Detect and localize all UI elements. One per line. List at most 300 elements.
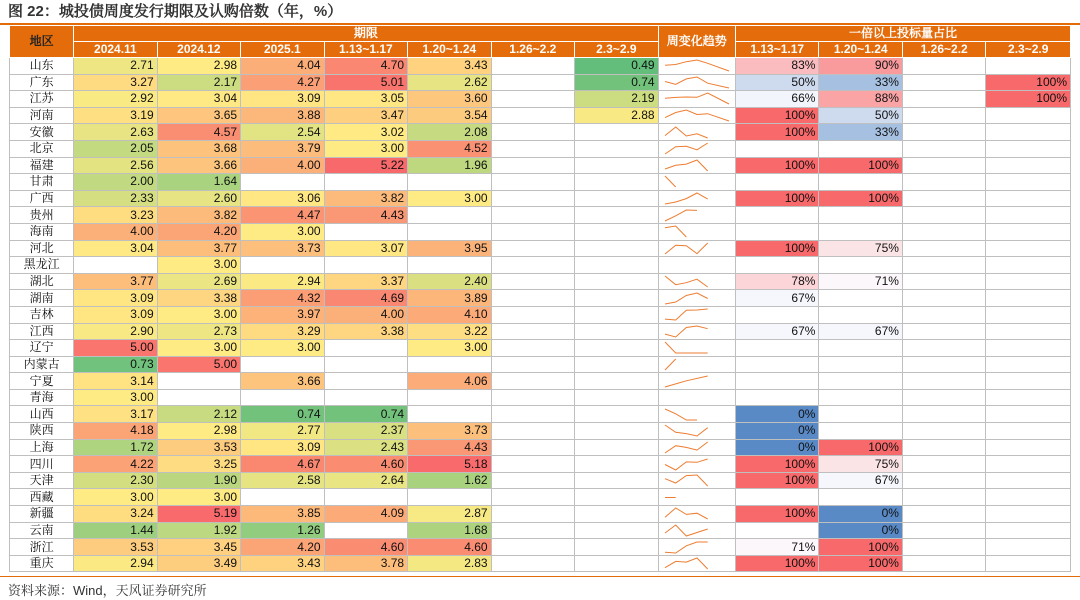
term-cell [491, 107, 574, 124]
region-cell: 重庆 [10, 555, 74, 572]
ratio-cell [986, 506, 1071, 523]
trend-line [665, 558, 708, 569]
ratio-cell [986, 306, 1071, 323]
ratio-cell: 0% [735, 423, 818, 440]
table-row [10, 223, 1071, 240]
trend-line [665, 293, 708, 304]
trend-line [665, 160, 708, 171]
trend-sparkline [658, 489, 735, 506]
term-cell [491, 323, 574, 340]
term-cell: 4.18 [74, 423, 157, 440]
table-row [10, 174, 1071, 191]
term-cell: 2.56 [74, 157, 157, 174]
term-cell: 3.77 [157, 240, 240, 257]
term-cell: 3.29 [241, 323, 324, 340]
ratio-cell [819, 389, 902, 406]
trend-sparkline [658, 439, 735, 456]
term-cell: 0.74 [241, 406, 324, 423]
table-container [9, 25, 1071, 572]
trend-line [665, 459, 708, 470]
term-cell [157, 373, 240, 390]
ratio-cell [902, 472, 985, 489]
term-cell [157, 389, 240, 406]
table-row [10, 323, 1071, 340]
trend-sparkline [658, 340, 735, 357]
ratio-cell [819, 423, 902, 440]
ratio-cell [986, 58, 1071, 75]
term-cell: 2.69 [157, 273, 240, 290]
term-cell: 2.64 [324, 472, 407, 489]
term-cell: 2.90 [74, 323, 157, 340]
ratio-cell [986, 174, 1071, 191]
ratio-cell [902, 140, 985, 157]
term-cell [491, 406, 574, 423]
ratio-cell [819, 340, 902, 357]
ratio-cell: 100% [735, 190, 818, 207]
table-row [10, 489, 1071, 506]
term-cell [491, 423, 574, 440]
term-cell: 3.37 [324, 273, 407, 290]
trend-sparkline [658, 124, 735, 141]
table-row [10, 140, 1071, 157]
trend-line [665, 342, 708, 353]
trend-line [665, 326, 708, 337]
term-cell: 3.23 [74, 207, 157, 224]
term-col-header: 2025.1 [241, 42, 324, 58]
term-cell [491, 340, 574, 357]
term-cell: 5.01 [324, 74, 407, 91]
term-cell [575, 506, 659, 523]
term-cell: 4.60 [408, 539, 491, 556]
ratio-cell [902, 406, 985, 423]
term-cell [491, 124, 574, 141]
term-cell [491, 472, 574, 489]
term-cell [575, 257, 659, 274]
term-cell [575, 423, 659, 440]
ratio-cell: 100% [735, 157, 818, 174]
ratio-cell [986, 423, 1071, 440]
trend-line [665, 226, 686, 237]
term-cell [408, 406, 491, 423]
trend-sparkline [658, 207, 735, 224]
trend-sparkline [658, 91, 735, 108]
term-cell [575, 124, 659, 141]
ratio-cell [986, 340, 1071, 357]
region-cell: 甘肃 [10, 174, 74, 191]
term-cell: 3.04 [74, 240, 157, 257]
term-cell: 3.66 [241, 373, 324, 390]
ratio-cell [986, 223, 1071, 240]
term-cell: 3.85 [241, 506, 324, 523]
trend-line [665, 143, 708, 154]
trend-line [665, 77, 729, 88]
ratio-cell [819, 406, 902, 423]
header-row-group [10, 26, 1071, 42]
term-cell: 4.22 [74, 456, 157, 473]
term-cell: 0.49 [575, 58, 659, 75]
table-row [10, 539, 1071, 556]
ratio-cell: 100% [735, 107, 818, 124]
term-cell [491, 174, 574, 191]
term-cell [575, 190, 659, 207]
ratio-cell [986, 207, 1071, 224]
ratio-cell [819, 257, 902, 274]
ratio-cell: 100% [819, 157, 902, 174]
ratio-cell [735, 257, 818, 274]
term-cell [241, 174, 324, 191]
term-cell: 4.00 [241, 157, 324, 174]
ratio-cell [735, 489, 818, 506]
term-cell: 2.98 [157, 58, 240, 75]
term-cell: 2.62 [408, 74, 491, 91]
ratio-cell [819, 223, 902, 240]
term-cell [575, 389, 659, 406]
table-row [10, 207, 1071, 224]
term-cell: 0.74 [575, 74, 659, 91]
ratio-cell: 100% [735, 506, 818, 523]
ratio-cell: 67% [735, 290, 818, 307]
ratio-cell: 100% [986, 91, 1071, 108]
region-cell: 北京 [10, 140, 74, 157]
ratio-cell [819, 373, 902, 390]
term-cell: 4.32 [241, 290, 324, 307]
ratio-cell: 90% [819, 58, 902, 75]
ratio-cell [986, 406, 1071, 423]
trend-line [665, 93, 729, 104]
term-cell: 3.88 [241, 107, 324, 124]
term-cell [408, 356, 491, 373]
term-cell: 2.60 [157, 190, 240, 207]
ratio-cell [902, 157, 985, 174]
trend-line [665, 276, 708, 287]
ratio-cell: 75% [819, 240, 902, 257]
ratio-cell [735, 174, 818, 191]
term-cell [491, 306, 574, 323]
term-cell: 3.09 [74, 290, 157, 307]
ratio-cell: 33% [819, 124, 902, 141]
region-cell: 新疆 [10, 506, 74, 523]
term-cell [575, 439, 659, 456]
term-cell: 1.62 [408, 472, 491, 489]
ratio-cell [902, 356, 985, 373]
region-cell: 青海 [10, 389, 74, 406]
trend-sparkline [658, 423, 735, 440]
term-cell: 3.89 [408, 290, 491, 307]
ratio-cell: 100% [735, 124, 818, 141]
ratio-cell [902, 124, 985, 141]
term-cell: 3.66 [157, 157, 240, 174]
trend-line [665, 243, 708, 254]
trend-line [665, 425, 708, 436]
region-cell: 广西 [10, 190, 74, 207]
term-cell: 3.43 [408, 58, 491, 75]
ratio-cell: 0% [819, 522, 902, 539]
table-row [10, 91, 1071, 108]
term-cell [575, 223, 659, 240]
ratio-cell [902, 456, 985, 473]
trend-line [665, 525, 708, 536]
trend-sparkline [658, 406, 735, 423]
term-cell [491, 58, 574, 75]
term-cell [575, 489, 659, 506]
ratio-cell: 67% [819, 323, 902, 340]
ratio-cell [902, 223, 985, 240]
ratio-cell [986, 107, 1071, 124]
region-cell: 福建 [10, 157, 74, 174]
term-cell: 2.71 [74, 58, 157, 75]
ratio-cell [819, 207, 902, 224]
ratio-cell [735, 522, 818, 539]
term-cell: 2.77 [241, 423, 324, 440]
region-cell: 山西 [10, 406, 74, 423]
term-cell: 3.04 [157, 91, 240, 108]
term-cell: 4.20 [157, 223, 240, 240]
term-cell: 3.00 [408, 190, 491, 207]
term-cell: 1.96 [408, 157, 491, 174]
trend-sparkline [658, 240, 735, 257]
region-cell: 广东 [10, 74, 74, 91]
term-cell [324, 489, 407, 506]
term-cell [324, 257, 407, 274]
term-cell: 2.54 [241, 124, 324, 141]
term-cell [408, 389, 491, 406]
term-cell: 4.67 [241, 456, 324, 473]
term-cell: 3.54 [408, 107, 491, 124]
trend-sparkline [658, 190, 735, 207]
term-cell: 2.19 [575, 91, 659, 108]
term-cell: 4.04 [241, 58, 324, 75]
ratio-cell: 0% [819, 506, 902, 523]
ratio-cell: 67% [735, 323, 818, 340]
term-cell [575, 555, 659, 572]
ratio-cell [735, 389, 818, 406]
trend-line [665, 409, 697, 420]
ratio-cell [902, 74, 985, 91]
region-cell: 上海 [10, 439, 74, 456]
ratio-cell [986, 240, 1071, 257]
ratio-cell: 100% [819, 439, 902, 456]
term-cell [575, 356, 659, 373]
trend-line [665, 193, 708, 204]
table-row [10, 190, 1071, 207]
region-cell: 辽宁 [10, 340, 74, 357]
ratio-cell [902, 207, 985, 224]
term-cell: 3.25 [157, 456, 240, 473]
ratio-cell [986, 522, 1071, 539]
term-cell [324, 522, 407, 539]
ratio-cell: 100% [819, 555, 902, 572]
term-cell: 3.45 [157, 539, 240, 556]
region-cell: 云南 [10, 522, 74, 539]
term-cell: 4.09 [324, 506, 407, 523]
ratio-cell [902, 539, 985, 556]
term-cell: 3.78 [324, 555, 407, 572]
term-cell [241, 257, 324, 274]
term-cell: 3.68 [157, 140, 240, 157]
term-cell: 2.83 [408, 555, 491, 572]
ratio-cell: 78% [735, 273, 818, 290]
term-cell: 2.63 [74, 124, 157, 141]
term-cell: 3.79 [241, 140, 324, 157]
term-cell: 3.07 [324, 240, 407, 257]
term-cell: 4.60 [324, 456, 407, 473]
term-cell: 2.40 [408, 273, 491, 290]
term-cell [408, 257, 491, 274]
ratio-col-header: 1.26~2.2 [902, 42, 985, 58]
term-cell: 3.06 [241, 190, 324, 207]
table-row [10, 522, 1071, 539]
ratio-cell [819, 140, 902, 157]
term-cell: 2.17 [157, 74, 240, 91]
table-row [10, 124, 1071, 141]
term-cell: 3.00 [241, 340, 324, 357]
ratio-cell [819, 489, 902, 506]
term-cell [491, 190, 574, 207]
trend-sparkline [658, 223, 735, 240]
ratio-cell [902, 340, 985, 357]
term-cell [575, 140, 659, 157]
region-cell: 江西 [10, 323, 74, 340]
term-cell [491, 489, 574, 506]
term-col-header: 1.26~2.2 [491, 42, 574, 58]
term-cell: 4.00 [324, 306, 407, 323]
term-cell: 3.17 [74, 406, 157, 423]
term-cell: 4.60 [324, 539, 407, 556]
ratio-cell: 66% [735, 91, 818, 108]
trend-line [665, 110, 729, 121]
term-cell: 3.43 [241, 555, 324, 572]
ratio-cell [735, 207, 818, 224]
trend-sparkline [658, 539, 735, 556]
term-cell [491, 273, 574, 290]
ratio-cell [902, 306, 985, 323]
trend-sparkline [658, 323, 735, 340]
ratio-cell [986, 190, 1071, 207]
term-cell [491, 356, 574, 373]
ratio-cell: 88% [819, 91, 902, 108]
ratio-col-header: 1.13~1.17 [735, 42, 818, 58]
region-cell: 湖南 [10, 290, 74, 307]
trend-line [665, 176, 676, 187]
ratio-cell [902, 190, 985, 207]
term-cell: 2.33 [74, 190, 157, 207]
term-cell: 4.00 [74, 223, 157, 240]
table-body [10, 58, 1071, 572]
term-cell: 2.00 [74, 174, 157, 191]
term-cell: 3.00 [157, 489, 240, 506]
ratio-cell [819, 290, 902, 307]
term-cell [575, 240, 659, 257]
term-cell: 4.10 [408, 306, 491, 323]
region-cell: 陕西 [10, 423, 74, 440]
region-cell: 内蒙古 [10, 356, 74, 373]
trend-line [665, 359, 676, 370]
ratio-cell [902, 91, 985, 108]
trend-sparkline [658, 472, 735, 489]
term-cell: 4.20 [241, 539, 324, 556]
ratio-cell [986, 472, 1071, 489]
term-cell [491, 506, 574, 523]
ratio-cell [735, 356, 818, 373]
term-cell: 2.12 [157, 406, 240, 423]
trend-sparkline [658, 257, 735, 274]
ratio-cell: 50% [819, 107, 902, 124]
term-cell [491, 439, 574, 456]
term-cell [491, 539, 574, 556]
ratio-cell [902, 489, 985, 506]
term-cell: 2.58 [241, 472, 324, 489]
term-cell: 3.95 [408, 240, 491, 257]
term-cell [575, 406, 659, 423]
trend-sparkline [658, 522, 735, 539]
term-cell: 4.43 [324, 207, 407, 224]
trend-header: 周变化趋势 [658, 26, 735, 58]
ratio-cell [735, 340, 818, 357]
term-cell: 3.38 [157, 290, 240, 307]
term-group-header: 期限 [74, 26, 658, 42]
trend-line [665, 508, 708, 519]
region-cell: 海南 [10, 223, 74, 240]
term-cell: 5.00 [74, 340, 157, 357]
ratio-cell [986, 124, 1071, 141]
term-cell: 2.05 [74, 140, 157, 157]
term-cell [408, 489, 491, 506]
table-row [10, 456, 1071, 473]
region-cell: 湖北 [10, 273, 74, 290]
ratio-cell [986, 439, 1071, 456]
trend-sparkline [658, 456, 735, 473]
term-cell [408, 207, 491, 224]
term-cell: 2.98 [157, 423, 240, 440]
ratio-cell [902, 257, 985, 274]
figure-title: 图 22：城投债周度发行期限及认购倍数（年，%） [8, 3, 343, 20]
term-cell: 3.05 [324, 91, 407, 108]
table-row [10, 290, 1071, 307]
term-cell [575, 174, 659, 191]
ratio-cell [902, 373, 985, 390]
ratio-cell [902, 423, 985, 440]
ratio-cell: 50% [735, 74, 818, 91]
table-row [10, 373, 1071, 390]
ratio-cell [902, 439, 985, 456]
region-cell: 宁夏 [10, 373, 74, 390]
term-cell: 3.00 [324, 140, 407, 157]
term-cell: 3.47 [324, 107, 407, 124]
term-cell: 3.00 [74, 489, 157, 506]
term-cell [408, 174, 491, 191]
term-cell: 3.49 [157, 555, 240, 572]
data-table [9, 25, 1071, 572]
term-col-header: 2.3~2.9 [575, 42, 659, 58]
term-cell [408, 223, 491, 240]
source-divider [0, 576, 1080, 577]
ratio-cell [819, 306, 902, 323]
term-cell: 5.22 [324, 157, 407, 174]
trend-line [665, 210, 697, 221]
term-cell: 2.43 [324, 439, 407, 456]
region-cell: 天津 [10, 472, 74, 489]
ratio-cell: 100% [735, 240, 818, 257]
table-row [10, 439, 1071, 456]
term-cell [491, 290, 574, 307]
term-cell [491, 223, 574, 240]
ratio-cell [902, 107, 985, 124]
table-row [10, 389, 1071, 406]
region-cell: 西藏 [10, 489, 74, 506]
term-cell: 3.09 [74, 306, 157, 323]
ratio-cell: 100% [735, 456, 818, 473]
term-cell [324, 373, 407, 390]
